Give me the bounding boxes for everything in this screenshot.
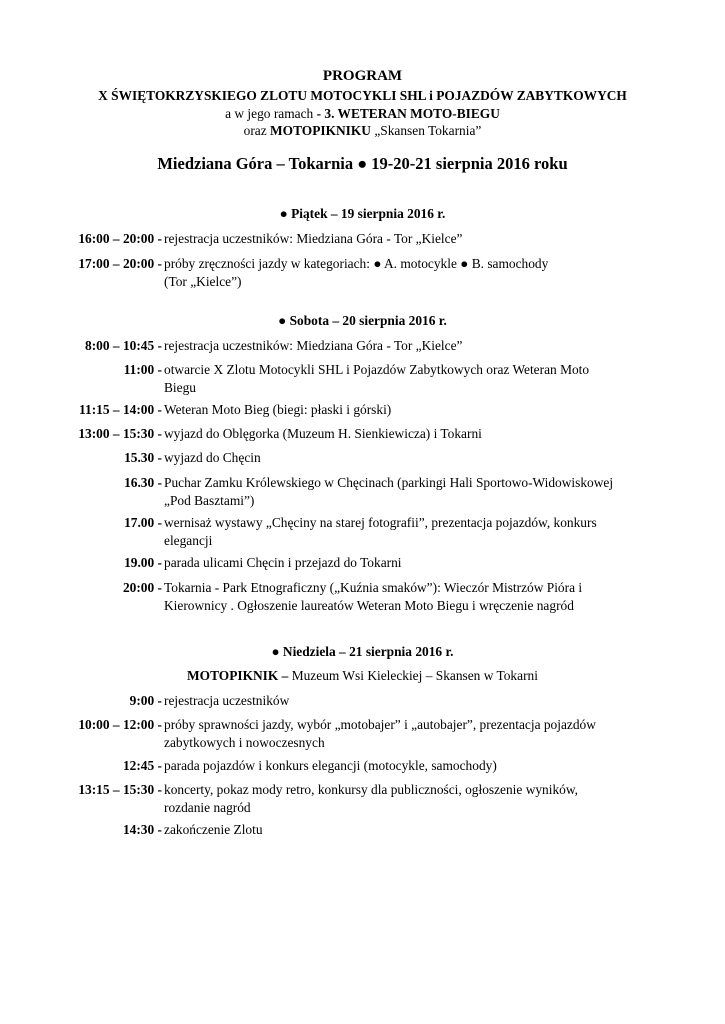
schedule-time: 12:45 - [122, 758, 162, 773]
schedule-text-block [164, 255, 664, 291]
day-heading-saturday: ● Sobota – 20 sierpnia 2016 r. [278, 313, 447, 328]
schedule-text: parada ulicami Chęcin i przejazd do Tokarni [164, 555, 402, 570]
schedule-text: wyjazd do Oblęgorka (Muzeum H. Sienkiewicza) i Tokarni [164, 426, 482, 441]
subtitle-line-3 [0, 106, 725, 122]
event-location-date: Miedziana Góra – Tokarnia ● 19-20-21 sierpnia 2016 roku [157, 154, 568, 173]
schedule-time: 8:00 – 10:45 - [85, 338, 162, 353]
schedule-text-cont: Biegu [164, 380, 196, 395]
schedule-text: próby zręczności jazdy w kategoriach: ● A. motocykle ● B. samochody [164, 256, 549, 271]
schedule-text: Puchar Zamku Królewskiego w Chęcinach (parkingi Hali Sportowo-Widowiskowej [164, 475, 614, 490]
schedule-time: 19.00 - [124, 555, 162, 570]
schedule-text: rejestracja uczestników [164, 693, 290, 708]
schedule-text: otwarcie X Zlotu Motocykli SHL i Pojazdów Zabytkowych oraz Weteran Moto [164, 362, 590, 377]
line3-plain: a w jego ramach [225, 106, 317, 121]
schedule-text: koncerty, pokaz mody retro, konkursy dla publiczności, ogłoszenie wyników, [164, 782, 579, 797]
schedule-time: 16.30 - [124, 475, 162, 490]
schedule-text: Tokarnia - Park Etnograficzny („Kuźnia smaków”): Wieczór Mistrzów Pióra i [164, 580, 583, 595]
schedule-text-cont: zabytkowych i nowoczesnych [164, 735, 325, 750]
schedule-time: 17:00 – 20:00 - [78, 256, 162, 271]
line3-bold: - 3. WETERAN MOTO-BIEGU [316, 106, 500, 121]
schedule-text-block [164, 514, 664, 550]
schedule-text-cont: rozdanie nagród [164, 800, 251, 815]
schedule-text: próby sprawności jazdy, wybór „motobajer” i „autobajer”, prezentacja pojazdów [164, 717, 596, 732]
motopiknik-label: MOTOPIKNIK – [187, 668, 289, 683]
schedule-text: rejestracja uczestników: Miedziana Góra - Tor „Kielce” [164, 231, 463, 246]
schedule-time: 14:30 - [122, 822, 162, 837]
schedule-text-block [164, 474, 664, 510]
schedule-text-cont: Kierownicy . Ogłoszenie laureatów Weteran Moto Biegu i wręczenie nagród [164, 598, 574, 613]
schedule-text-cont: elegancji [164, 533, 213, 548]
schedule-text: rejestracja uczestników: Miedziana Góra - Tor „Kielce” [164, 338, 463, 353]
schedule-text-block [164, 361, 664, 397]
line4-bold: MOTOPIKNIKU [270, 123, 371, 138]
schedule-time: 13:00 – 15:30 - [78, 426, 162, 441]
schedule-text: wernisaż wystawy „Chęciny na starej fotografii”, prezentacja pojazdów, konkurs [164, 515, 597, 530]
schedule-text: parada pojazdów i konkurs elegancji (motocykle, samochody) [164, 758, 497, 773]
schedule-time: 10:00 – 12:00 - [78, 717, 162, 732]
schedule-time: 13:15 – 15:30 - [78, 782, 162, 797]
schedule-time: 15.30 - [124, 450, 162, 465]
page-title: PROGRAM [322, 68, 403, 84]
schedule-text: zakończenie Zlotu [164, 822, 263, 837]
schedule-time: 9:00 - [129, 693, 162, 708]
line4-plain: oraz [243, 123, 271, 138]
day-heading-friday: ● Piątek – 19 sierpnia 2016 r. [279, 206, 446, 221]
schedule-text-block [164, 781, 664, 817]
schedule-text: Weteran Moto Bieg (biegi: płaski i górski) [164, 402, 392, 417]
schedule-time: 20:00 - [122, 580, 162, 595]
schedule-text-block [164, 716, 664, 752]
line4-tail: „Skansen Tokarnia” [370, 123, 482, 138]
motopiknik-venue: Muzeum Wsi Kieleckiej – Skansen w Tokarni [288, 668, 538, 683]
schedule-text: wyjazd do Chęcin [164, 450, 261, 465]
subtitle-line-4 [0, 123, 725, 139]
sunday-subheading [0, 668, 725, 684]
schedule-time: 17.00 - [124, 515, 162, 530]
schedule-time: 16:00 – 20:00 - [78, 231, 162, 246]
day-heading-sunday: ● Niedziela – 21 sierpnia 2016 r. [271, 644, 454, 659]
schedule-text-cont: „Pod Basztami”) [164, 493, 255, 508]
event-subtitle: X ŚWIĘTOKRZYSKIEGO ZLOTU MOTOCYKLI SHL i POJAZDÓW ZABYTKOWYCH [98, 88, 627, 103]
schedule-text-block [164, 579, 664, 615]
schedule-time: 11:15 – 14:00 - [79, 402, 162, 417]
schedule-time: 11:00 - [123, 362, 162, 377]
schedule-text-cont: (Tor „Kielce”) [164, 274, 242, 289]
